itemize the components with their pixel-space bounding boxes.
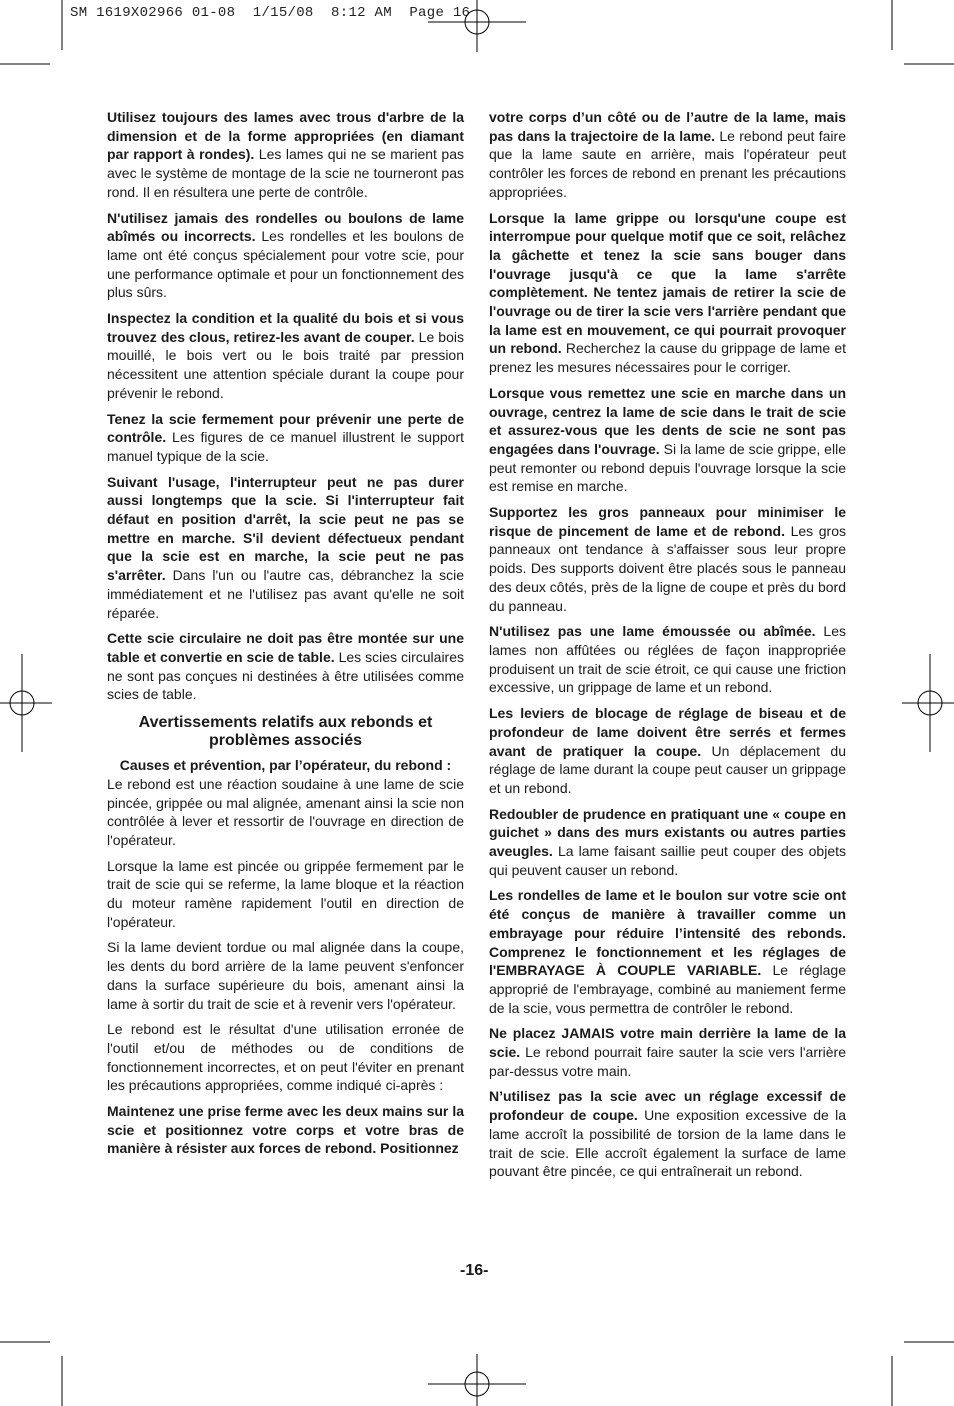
paragraph: Lorsque la lame grippe ou lorsqu'une coupe est interrompue pour quelque motif que ce soit, relâchez la gâchette et tenez la scie sans bouger dans l'ouvrage jusqu'à ce que la lame s'arrête complètement. Ne tentez jamais de retirer la scie de l'ouvrage ou de tirer la scie vers l'arrière pendant que la lame est en mouvement, ce qui pourrait provoquer un rebond. Recherchez la cause du grippage de lame et prenez les mesures nécessaires pour le corriger. [489, 209, 846, 376]
paragraph: N’utilisez pas la scie avec un réglage excessif de profondeur de coupe. Une exposition excessive de la lame accroît la possibilité de torsion de la lame dans le trait de scie. Elle accroît également la surface de lame pouvant être pincée, ce qui entraînerait un rebond. [489, 1088, 847, 1180]
paragraph: Ne placez JAMAIS votre main derrière la lame de la scie. Le rebond pourrait faire sauter la scie vers l'arrière par-dessus votre main. [489, 1025, 846, 1079]
paragraph: Redoubler de prudence en pratiquant une « coupe en guichet » dans des murs existants ou autres parties aveugles. La lame faisant saillie peut couper des objets qui peuvent causer un rebond. [489, 805, 846, 878]
paragraph: Le rebond est une réaction soudaine à une lame de scie pincée, grippée ou mal alignée, amenant ainsi la scie non contrôlée à lever et ressortir de l'ouvrage en direction de l'opérateur. [107, 775, 464, 848]
registration-target-top [428, 0, 526, 52]
registration-target-bottom [428, 1354, 526, 1406]
left-column [107, 108, 464, 1165]
sub-heading: Causes et prévention, par l’opérateur, du rebond : [119, 757, 452, 774]
section-heading: Avertissements relatifs aux rebonds et problèmes associés [138, 714, 433, 750]
right-column [489, 108, 846, 1188]
paragraph: Lorsque la lame est pincée ou grippée fermement par le trait de scie qui se referme, la lame bloque et la réaction du moteur ramène rapidement l'outil en direction de l'opérateur. [107, 857, 464, 930]
paragraph: Tenez la scie fermement pour prévenir une perte de contrôle. Les figures de ce manuel illustrent le support manuel typique de la scie. [107, 410, 464, 464]
registration-target-right [902, 654, 954, 752]
paragraph: N'utilisez pas une lame émoussée ou abîmée. Les lames non affûtées ou réglées de façon inappropriée produisent un trait de scie étroit, ce qui cause une friction excessive, un grippage de lame et un rebond. [489, 623, 846, 696]
paragraph: votre corps d’un côté ou de l’autre de la lame, mais pas dans la trajectoire de la lame. Le rebond peut faire que la lame saute en arrière, mais l'opérateur peut contrôler les forces de rebond en prenant les précautions appropriées. [489, 109, 846, 200]
paragraph: Si la lame devient tordue ou mal alignée dans la coupe, les dents du bord arrière de la lame peuvent s'enfoncer dans la surface supérieure du bois, amenant ainsi la lame à sortir du trait de scie et à revenir vers l'opérateur. [107, 939, 464, 1012]
paragraph: Cette scie circulaire ne doit pas être montée sur une table et convertie en scie de table. Les scies circulaires ne sont pas conçues ni destinées à être utilisées comme scies de table. [107, 630, 465, 703]
paragraph: Utilisez toujours des lames avec trous d'arbre de la dimension et de la forme appropriées (en diamant par rapport à rondes). Les lames qui ne se marient pas avec le système de montage de la scie ne tourneront pas rond. Il en résultera une perte de contrôle. [107, 109, 464, 200]
paragraph: Le rebond est le résultat d'une utilisation erronée de l'outil et/ou de méthodes ou de conditions de fonctionnement incorrectes, et on peut l'éviter en prenant les précautions appropriées, comme indiqué ci-après : [107, 1021, 464, 1094]
page-number: -16- [460, 1262, 489, 1279]
paragraph: Inspectez la condition et la qualité du bois et si vous trouvez des clous, retirez-les avant de couper. Le bois mouillé, le bois vert ou le bois traité par pression nécessitent une attention spéciale durant la coupe pour prévenir le rebond. [107, 310, 464, 401]
paragraph: Supportez les gros panneaux pour minimiser le risque de pincement de lame et de rebond. Les gros panneaux ont tendance à s'affaisser sous leur propre poids. Des supports doivent être placés sous le panneau des deux côtés, près de la ligne de coupe et près du bord du panneau. [489, 504, 846, 614]
print-slug-line: SM 1619X02966 01-08 1/15/08 8:12 AM Page 16 [70, 5, 471, 21]
paragraph: Lorsque vous remettez une scie en marche dans un ouvrage, centrez la lame de scie dans le trait de scie et assurez-vous que les dents de scie ne sont pas engagées dans l'ouvrage. Si la lame de scie grippe, elle peut remonter ou rebond depuis l'ouvrage lorsque la scie est remise en marche. [489, 384, 846, 495]
paragraph: Les leviers de blocage de réglage de biseau et de profondeur de lame doivent être serrés et fermes avant de pratiquer la coupe. Un déplacement du réglage de lame durant la coupe peut causer un grippage et un rebond. [489, 705, 847, 796]
paragraph: N'utilisez jamais des rondelles ou boulons de lame abîmés ou incorrects. Les rondelles et les boulons de lame ont été conçus spécialement pour votre scie, pour une performance optimale et pour un fonctionnement des plus sûrs. [107, 209, 464, 301]
paragraph: Suivant l'usage, l'interrupteur peut ne pas durer aussi longtemps que la scie. Si l'interrupteur fait défaut en position d'arrêt, la scie peut ne pas se mettre en marche. S'il devient défectueux pendant que la scie est en marche, la scie peut ne pas s'arrêter. Dans l'un ou l'autre cas, débranchez la scie immédiatement et ne l'utilisez pas avant qu'elle ne soit réparée. [107, 473, 464, 621]
paragraph: Les rondelles de lame et le boulon sur votre scie ont été conçus de manière à travailler comme un embrayage pour réduire l’intensité des rebonds. Comprenez le fonctionnement et les réglages de l'EMBRAYAGE À COUPLE VARIABLE. Le réglage approprié de l'embrayage, combiné au maniement ferme de la scie, vous permettra de contrôler le rebond. [489, 887, 846, 1016]
paragraph: Maintenez une prise ferme avec les deux mains sur la scie et positionnez votre corps et votre bras de manière à résister aux forces de rebond. Positionnez [107, 1103, 464, 1157]
registration-target-left [0, 654, 52, 752]
